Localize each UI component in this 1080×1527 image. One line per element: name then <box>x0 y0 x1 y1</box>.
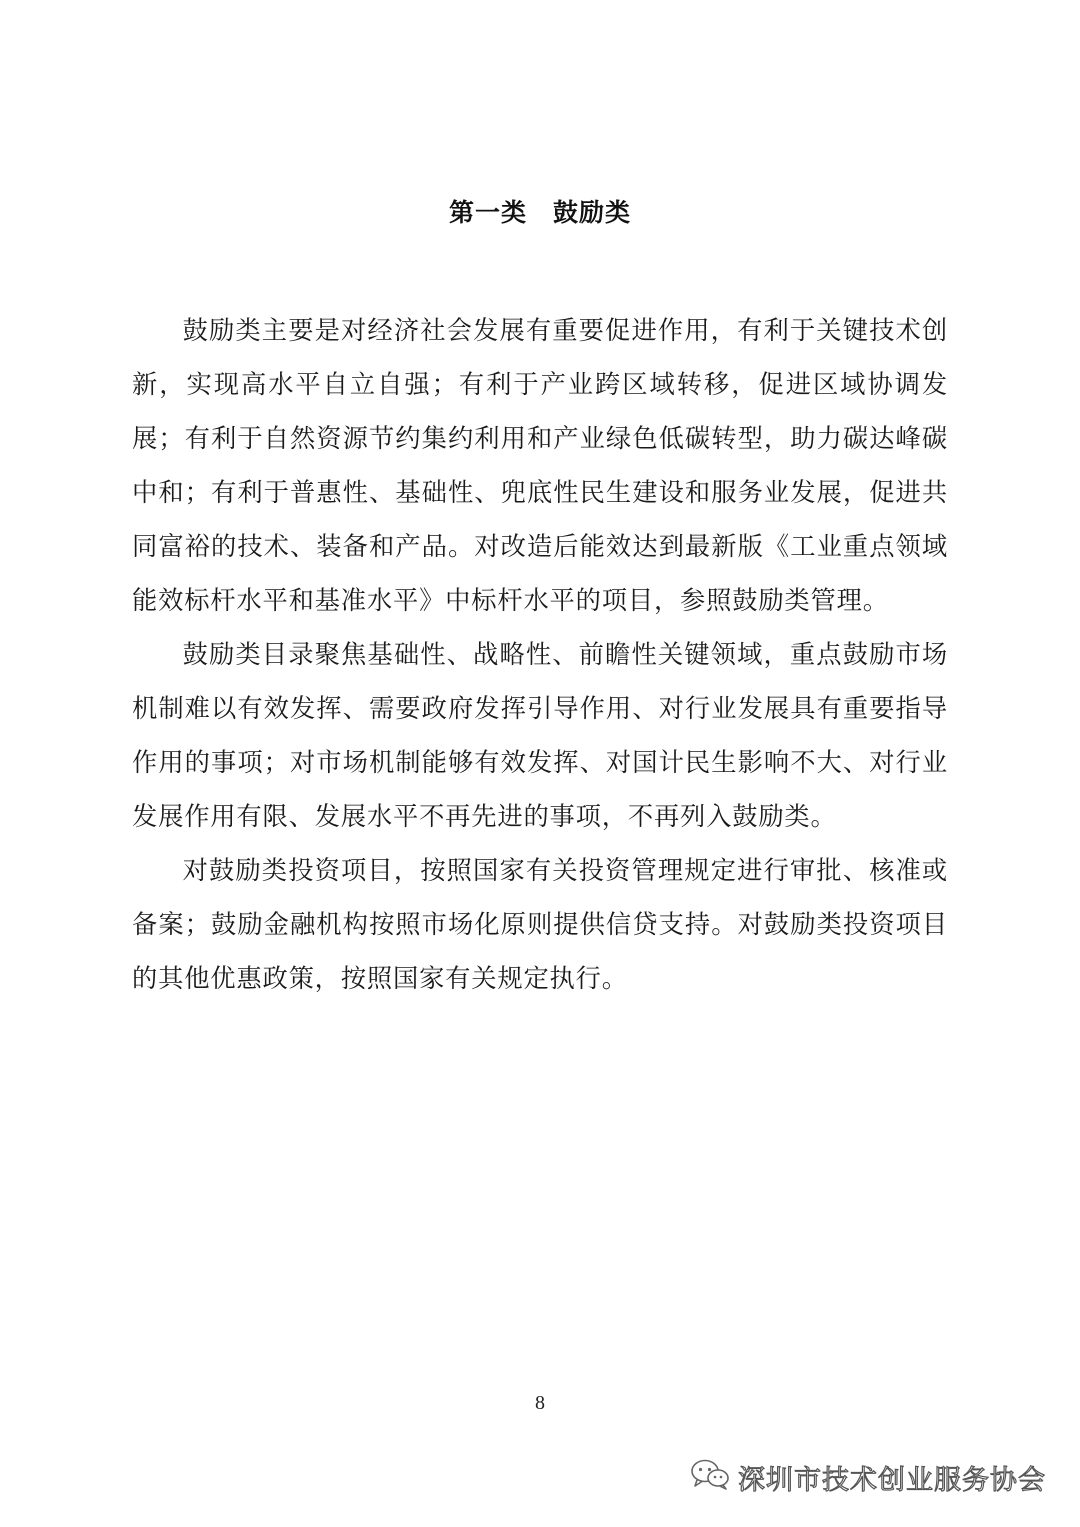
section-title: 第一类 鼓励类 <box>448 198 631 227</box>
page-number: 8 <box>535 1392 545 1414</box>
wechat-icon <box>690 1458 730 1497</box>
watermark-text: 深圳市技术创业服务协会 <box>738 1465 1046 1496</box>
paragraph-2: 鼓励类目录聚焦基础性、战略性、前瞻性关键领域，重点鼓励市场机制难以有效发挥、需要政府发挥引导作用、对行业发展具有重要指导作用的事项；对市场机制能够有效发挥、对国计民生影响不大、对行业发展作用有限、发展水平不再先进的事项，不再列入鼓励类。 <box>132 640 948 831</box>
body-text <box>132 304 948 1006</box>
watermark <box>690 1458 1046 1497</box>
paragraph-1: 鼓励类主要是对经济社会发展有重要促进作用，有利于关键技术创新，实现高水平自立自强；有利于产业跨区域转移，促进区域协调发展；有利于自然资源节约集约利用和产业绿色低碳转型，助力碳达峰碳中和；有利于普惠性、基础性、兜底性民生建设和服务业发展，促进共同富裕的技术、装备和产品。对改造后能效达到最新版《工业重点领域能效标杆水平和基准水平》中标杆水平的项目，参照鼓励类管理。 <box>132 316 948 615</box>
paragraph-3: 对鼓励类投资项目，按照国家有关投资管理规定进行审批、核准或备案；鼓励金融机构按照市场化原则提供信贷支持。对鼓励类投资项目的其他优惠政策，按照国家有关规定执行。 <box>132 856 948 993</box>
